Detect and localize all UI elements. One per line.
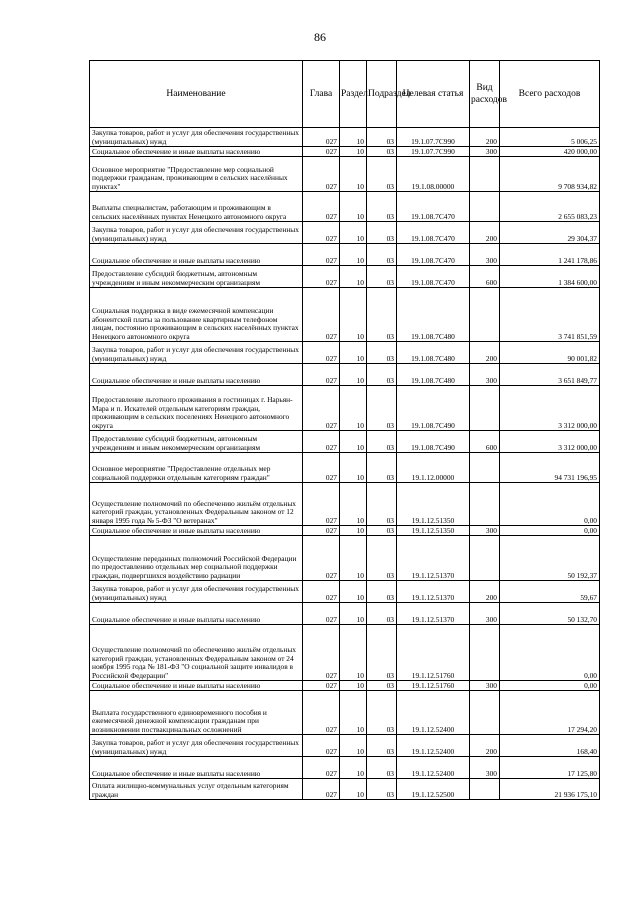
cell-expense-type: 200 [470, 735, 500, 757]
cell-target-article: 19.1.08.7С480 [397, 342, 470, 364]
cell-subsection: 03 [367, 625, 397, 681]
cell-expense-type [470, 157, 500, 192]
cell-section: 10 [340, 483, 367, 526]
cell-section: 10 [340, 757, 367, 779]
cell-expense-type: 600 [470, 266, 500, 288]
cell-subsection: 03 [367, 222, 397, 244]
cell-target-article: 19.1.12.52400 [397, 691, 470, 735]
table-row [90, 128, 600, 147]
cell-total: 420 000,00 [500, 147, 600, 157]
header-target-article: Целевая статья [397, 61, 470, 128]
cell-subsection: 03 [367, 364, 397, 386]
cell-target-article: 19.1.08.7С470 [397, 244, 470, 266]
table-row [90, 266, 600, 288]
cell-name: Основное мероприятие "Предоставление отдельных мер социальной поддержки отдельным категориям граждан" [90, 453, 303, 483]
table-row [90, 192, 600, 222]
table-row [90, 581, 600, 603]
cell-name: Социальное обеспечение и иные выплаты населению [90, 147, 303, 157]
cell-name: Социальное обеспечение и иные выплаты населению [90, 364, 303, 386]
cell-chapter: 027 [303, 536, 340, 581]
cell-target-article: 19.1.12.52500 [397, 779, 470, 800]
cell-section: 10 [340, 192, 367, 222]
cell-subsection: 03 [367, 147, 397, 157]
table-row [90, 536, 600, 581]
cell-name: Выплата государственного единовременного пособия и ежемесячной денежной компенсации гражданам при возникновении поствакцинальных осложнений [90, 691, 303, 735]
cell-subsection: 03 [367, 342, 397, 364]
cell-section: 10 [340, 681, 367, 691]
cell-chapter: 027 [303, 691, 340, 735]
cell-subsection: 03 [367, 735, 397, 757]
cell-chapter: 027 [303, 581, 340, 603]
cell-total: 29 304,37 [500, 222, 600, 244]
cell-section: 10 [340, 342, 367, 364]
cell-target-article: 19.1.12.51370 [397, 581, 470, 603]
table-row [90, 364, 600, 386]
cell-target-article: 19.1.12.51760 [397, 681, 470, 691]
table-row [90, 483, 600, 526]
cell-total: 2 655 083,23 [500, 192, 600, 222]
cell-name: Закупка товаров, работ и услуг для обеспечения государственных (муниципальных) нужд [90, 128, 303, 147]
cell-section: 10 [340, 603, 367, 625]
cell-target-article: 19.1.12.51350 [397, 483, 470, 526]
cell-chapter: 027 [303, 342, 340, 364]
table-body [90, 128, 600, 800]
cell-chapter: 027 [303, 735, 340, 757]
table-row [90, 681, 600, 691]
cell-target-article: 19.1.07.7С990 [397, 147, 470, 157]
cell-subsection: 03 [367, 157, 397, 192]
cell-total: 168,40 [500, 735, 600, 757]
cell-chapter: 027 [303, 222, 340, 244]
cell-chapter: 027 [303, 681, 340, 691]
table-row [90, 244, 600, 266]
cell-name: Основное мероприятие "Предоставление мер социальной поддержки гражданам, проживающим в сельских населённых пунктах" [90, 157, 303, 192]
cell-target-article: 19.1.12.00000 [397, 453, 470, 483]
cell-total: 50 132,70 [500, 603, 600, 625]
cell-subsection: 03 [367, 192, 397, 222]
cell-expense-type [470, 192, 500, 222]
table-row [90, 757, 600, 779]
cell-subsection: 03 [367, 288, 397, 342]
cell-target-article: 19.1.08.7С480 [397, 364, 470, 386]
cell-name: Осуществление переданных полномочий Российской Федерации по предоставлению отдельных мер социальной поддержки граждан, подвергшихся воздействию радиации [90, 536, 303, 581]
cell-total: 17 125,80 [500, 757, 600, 779]
cell-expense-type [470, 779, 500, 800]
cell-name: Выплаты специалистам, работающим и проживающим в сельских населённых пунктах Ненецкого автономного округа [90, 192, 303, 222]
cell-target-article: 19.1.08.7С470 [397, 192, 470, 222]
cell-total: 59,67 [500, 581, 600, 603]
table-row [90, 431, 600, 453]
table-row [90, 603, 600, 625]
cell-chapter: 027 [303, 603, 340, 625]
table-row [90, 779, 600, 800]
cell-expense-type [470, 453, 500, 483]
cell-chapter: 027 [303, 526, 340, 536]
cell-target-article: 19.1.07.7С990 [397, 128, 470, 147]
cell-expense-type: 200 [470, 128, 500, 147]
cell-section: 10 [340, 453, 367, 483]
cell-target-article: 19.1.12.51350 [397, 526, 470, 536]
cell-target-article: 19.1.12.52400 [397, 757, 470, 779]
table-row [90, 386, 600, 431]
cell-total: 5 006,25 [500, 128, 600, 147]
page-number: 86 [314, 30, 326, 44]
header-row [90, 61, 600, 128]
cell-chapter: 027 [303, 157, 340, 192]
cell-expense-type: 300 [470, 364, 500, 386]
cell-target-article: 19.1.08.00000 [397, 157, 470, 192]
cell-subsection: 03 [367, 536, 397, 581]
cell-total: 3 651 849,77 [500, 364, 600, 386]
cell-chapter: 027 [303, 625, 340, 681]
cell-name: Осуществление полномочий по обеспечению жильём отдельных категорий граждан, установленных Федеральным законом от 24 ноября 1995 года № 181-ФЗ "О социальной защите инвалидов в Российской Федерации" [90, 625, 303, 681]
cell-subsection: 03 [367, 691, 397, 735]
cell-total: 0,00 [500, 625, 600, 681]
cell-total: 3 312 000,00 [500, 386, 600, 431]
cell-name: Закупка товаров, работ и услуг для обеспечения государственных (муниципальных) нужд [90, 222, 303, 244]
cell-total: 17 294,20 [500, 691, 600, 735]
cell-total: 3 312 000,00 [500, 431, 600, 453]
cell-expense-type [470, 483, 500, 526]
table-row [90, 222, 600, 244]
table-row [90, 625, 600, 681]
cell-expense-type: 300 [470, 681, 500, 691]
cell-name: Социальное обеспечение и иные выплаты населению [90, 757, 303, 779]
table-row [90, 691, 600, 735]
cell-chapter: 027 [303, 192, 340, 222]
cell-section: 10 [340, 735, 367, 757]
table-row [90, 342, 600, 364]
cell-chapter: 027 [303, 147, 340, 157]
cell-section: 10 [340, 691, 367, 735]
cell-section: 10 [340, 581, 367, 603]
cell-total: 21 936 175,10 [500, 779, 600, 800]
cell-name: Предоставление субсидий бюджетным, автономным учреждениям и иным некоммерческим организациям [90, 431, 303, 453]
cell-total: 3 741 851,59 [500, 288, 600, 342]
cell-chapter: 027 [303, 364, 340, 386]
cell-subsection: 03 [367, 453, 397, 483]
cell-chapter: 027 [303, 757, 340, 779]
cell-subsection: 03 [367, 581, 397, 603]
cell-subsection: 03 [367, 431, 397, 453]
cell-section: 10 [340, 244, 367, 266]
cell-subsection: 03 [367, 128, 397, 147]
cell-section: 10 [340, 526, 367, 536]
cell-expense-type: 200 [470, 342, 500, 364]
cell-target-article: 19.1.12.52400 [397, 735, 470, 757]
table-row [90, 735, 600, 757]
cell-section: 10 [340, 222, 367, 244]
cell-target-article: 19.1.12.51760 [397, 625, 470, 681]
table-row [90, 288, 600, 342]
cell-subsection: 03 [367, 779, 397, 800]
cell-target-article: 19.1.12.51370 [397, 536, 470, 581]
header-expense-type: Вид расходов [470, 61, 500, 128]
cell-section: 10 [340, 288, 367, 342]
cell-expense-type: 200 [470, 581, 500, 603]
cell-name: Предоставление субсидий бюджетным, автономным учреждениям и иным некоммерческим организациям [90, 266, 303, 288]
cell-section: 10 [340, 386, 367, 431]
cell-name: Закупка товаров, работ и услуг для обеспечения государственных (муниципальных) нужд [90, 342, 303, 364]
cell-target-article: 19.1.08.7С470 [397, 266, 470, 288]
cell-expense-type [470, 288, 500, 342]
cell-chapter: 027 [303, 453, 340, 483]
cell-name: Социальное обеспечение и иные выплаты населению [90, 603, 303, 625]
cell-expense-type: 200 [470, 222, 500, 244]
cell-total: 50 192,37 [500, 536, 600, 581]
cell-section: 10 [340, 536, 367, 581]
cell-subsection: 03 [367, 757, 397, 779]
cell-chapter: 027 [303, 244, 340, 266]
cell-chapter: 027 [303, 288, 340, 342]
cell-total: 0,00 [500, 526, 600, 536]
cell-subsection: 03 [367, 681, 397, 691]
cell-subsection: 03 [367, 386, 397, 431]
cell-target-article: 19.1.08.7С480 [397, 288, 470, 342]
cell-name: Оплата жилищно-коммунальных услуг отдельным категориям граждан [90, 779, 303, 800]
header-subsection: Подраздел [367, 61, 397, 128]
cell-subsection: 03 [367, 266, 397, 288]
cell-name: Социальное обеспечение и иные выплаты населению [90, 526, 303, 536]
cell-name: Закупка товаров, работ и услуг для обеспечения государственных (муниципальных) нужд [90, 581, 303, 603]
cell-chapter: 027 [303, 431, 340, 453]
cell-section: 10 [340, 157, 367, 192]
cell-target-article: 19.1.08.7С470 [397, 222, 470, 244]
cell-name: Осуществление полномочий по обеспечению жильём отдельных категорий граждан, установленных Федеральным законом от 12 января 1995 года № 5-ФЗ "О ветеранах" [90, 483, 303, 526]
table-row [90, 526, 600, 536]
cell-expense-type: 300 [470, 244, 500, 266]
cell-total: 0,00 [500, 483, 600, 526]
cell-target-article: 19.1.08.7С490 [397, 431, 470, 453]
cell-chapter: 027 [303, 779, 340, 800]
cell-expense-type: 300 [470, 757, 500, 779]
cell-subsection: 03 [367, 244, 397, 266]
cell-name: Социальное обеспечение и иные выплаты населению [90, 244, 303, 266]
cell-section: 10 [340, 147, 367, 157]
cell-chapter: 027 [303, 386, 340, 431]
cell-expense-type [470, 691, 500, 735]
cell-subsection: 03 [367, 526, 397, 536]
header-section: Раздел [340, 61, 367, 128]
cell-expense-type [470, 536, 500, 581]
cell-total: 90 001,82 [500, 342, 600, 364]
cell-expense-type: 600 [470, 431, 500, 453]
cell-expense-type: 300 [470, 526, 500, 536]
cell-section: 10 [340, 266, 367, 288]
cell-target-article: 19.1.08.7С490 [397, 386, 470, 431]
cell-total: 0,00 [500, 681, 600, 691]
cell-name: Предоставление льготного проживания в гостиницах г. Нарьян-Мара и п. Искателей отдельным категориям граждан, проживающим в сельских поселениях Ненецкого автономного округа [90, 386, 303, 431]
cell-target-article: 19.1.12.51370 [397, 603, 470, 625]
cell-name: Социальное обеспечение и иные выплаты населению [90, 681, 303, 691]
table-row [90, 453, 600, 483]
cell-chapter: 027 [303, 128, 340, 147]
table-row [90, 147, 600, 157]
cell-total: 9 708 934,82 [500, 157, 600, 192]
cell-expense-type: 300 [470, 603, 500, 625]
cell-expense-type [470, 386, 500, 431]
cell-total: 1 241 178,86 [500, 244, 600, 266]
cell-total: 1 384 600,00 [500, 266, 600, 288]
cell-name: Закупка товаров, работ и услуг для обеспечения государственных (муниципальных) нужд [90, 735, 303, 757]
cell-section: 10 [340, 779, 367, 800]
cell-total: 94 731 196,95 [500, 453, 600, 483]
cell-section: 10 [340, 625, 367, 681]
cell-section: 10 [340, 128, 367, 147]
cell-expense-type [470, 625, 500, 681]
header-total: Всего расходов [500, 61, 600, 128]
cell-name: Социальная поддержка в виде ежемесячной компенсации абонентской платы за пользование квартирным телефоном лицам, постоянно проживающим в сельских населённых пунктах Ненецкого автономного округа [90, 288, 303, 342]
cell-chapter: 027 [303, 266, 340, 288]
cell-subsection: 03 [367, 603, 397, 625]
cell-section: 10 [340, 364, 367, 386]
cell-subsection: 03 [367, 483, 397, 526]
header-name: Наименование [90, 61, 303, 128]
cell-chapter: 027 [303, 483, 340, 526]
cell-section: 10 [340, 431, 367, 453]
table-row [90, 157, 600, 192]
budget-table [89, 60, 600, 800]
cell-expense-type: 300 [470, 147, 500, 157]
table-header [90, 61, 600, 128]
header-chapter: Глава [303, 61, 340, 128]
